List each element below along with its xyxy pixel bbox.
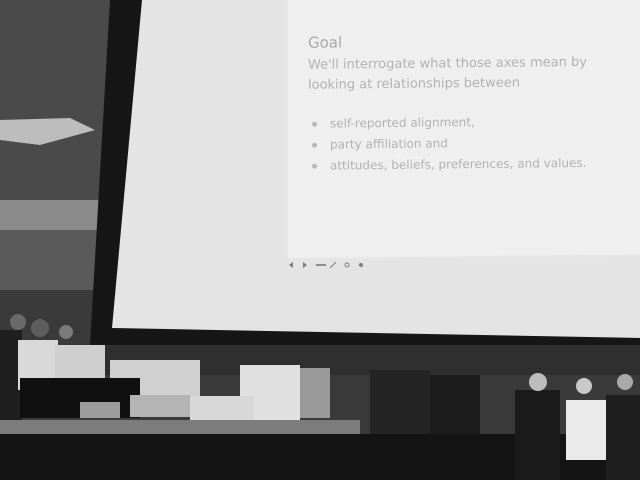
slide-bullet-list: [308, 111, 586, 177]
slide-title: Goal: [308, 33, 343, 52]
presenter-controls: [288, 259, 364, 271]
more-icon[interactable]: [358, 262, 364, 268]
wall-poster-left: [0, 0, 115, 200]
menu-icon[interactable]: [316, 262, 322, 268]
zoom-icon[interactable]: [344, 262, 350, 268]
pen-icon[interactable]: [330, 262, 336, 268]
next-icon[interactable]: [302, 262, 308, 268]
wall-panel-light: [0, 200, 110, 230]
wall-panel-dark: [0, 230, 100, 290]
table-surface: [0, 420, 360, 434]
bullet-item: party affiliation and: [308, 132, 586, 156]
slide-intro-text: We'll interrogate what those axes mean by looking at relationships between: [308, 54, 587, 93]
bullet-item: attitudes, beliefs, preferences, and values.: [308, 153, 586, 177]
prev-icon[interactable]: [288, 262, 294, 268]
slide-content: [288, 0, 640, 258]
bullet-item: self-reported alignment,: [308, 111, 586, 135]
